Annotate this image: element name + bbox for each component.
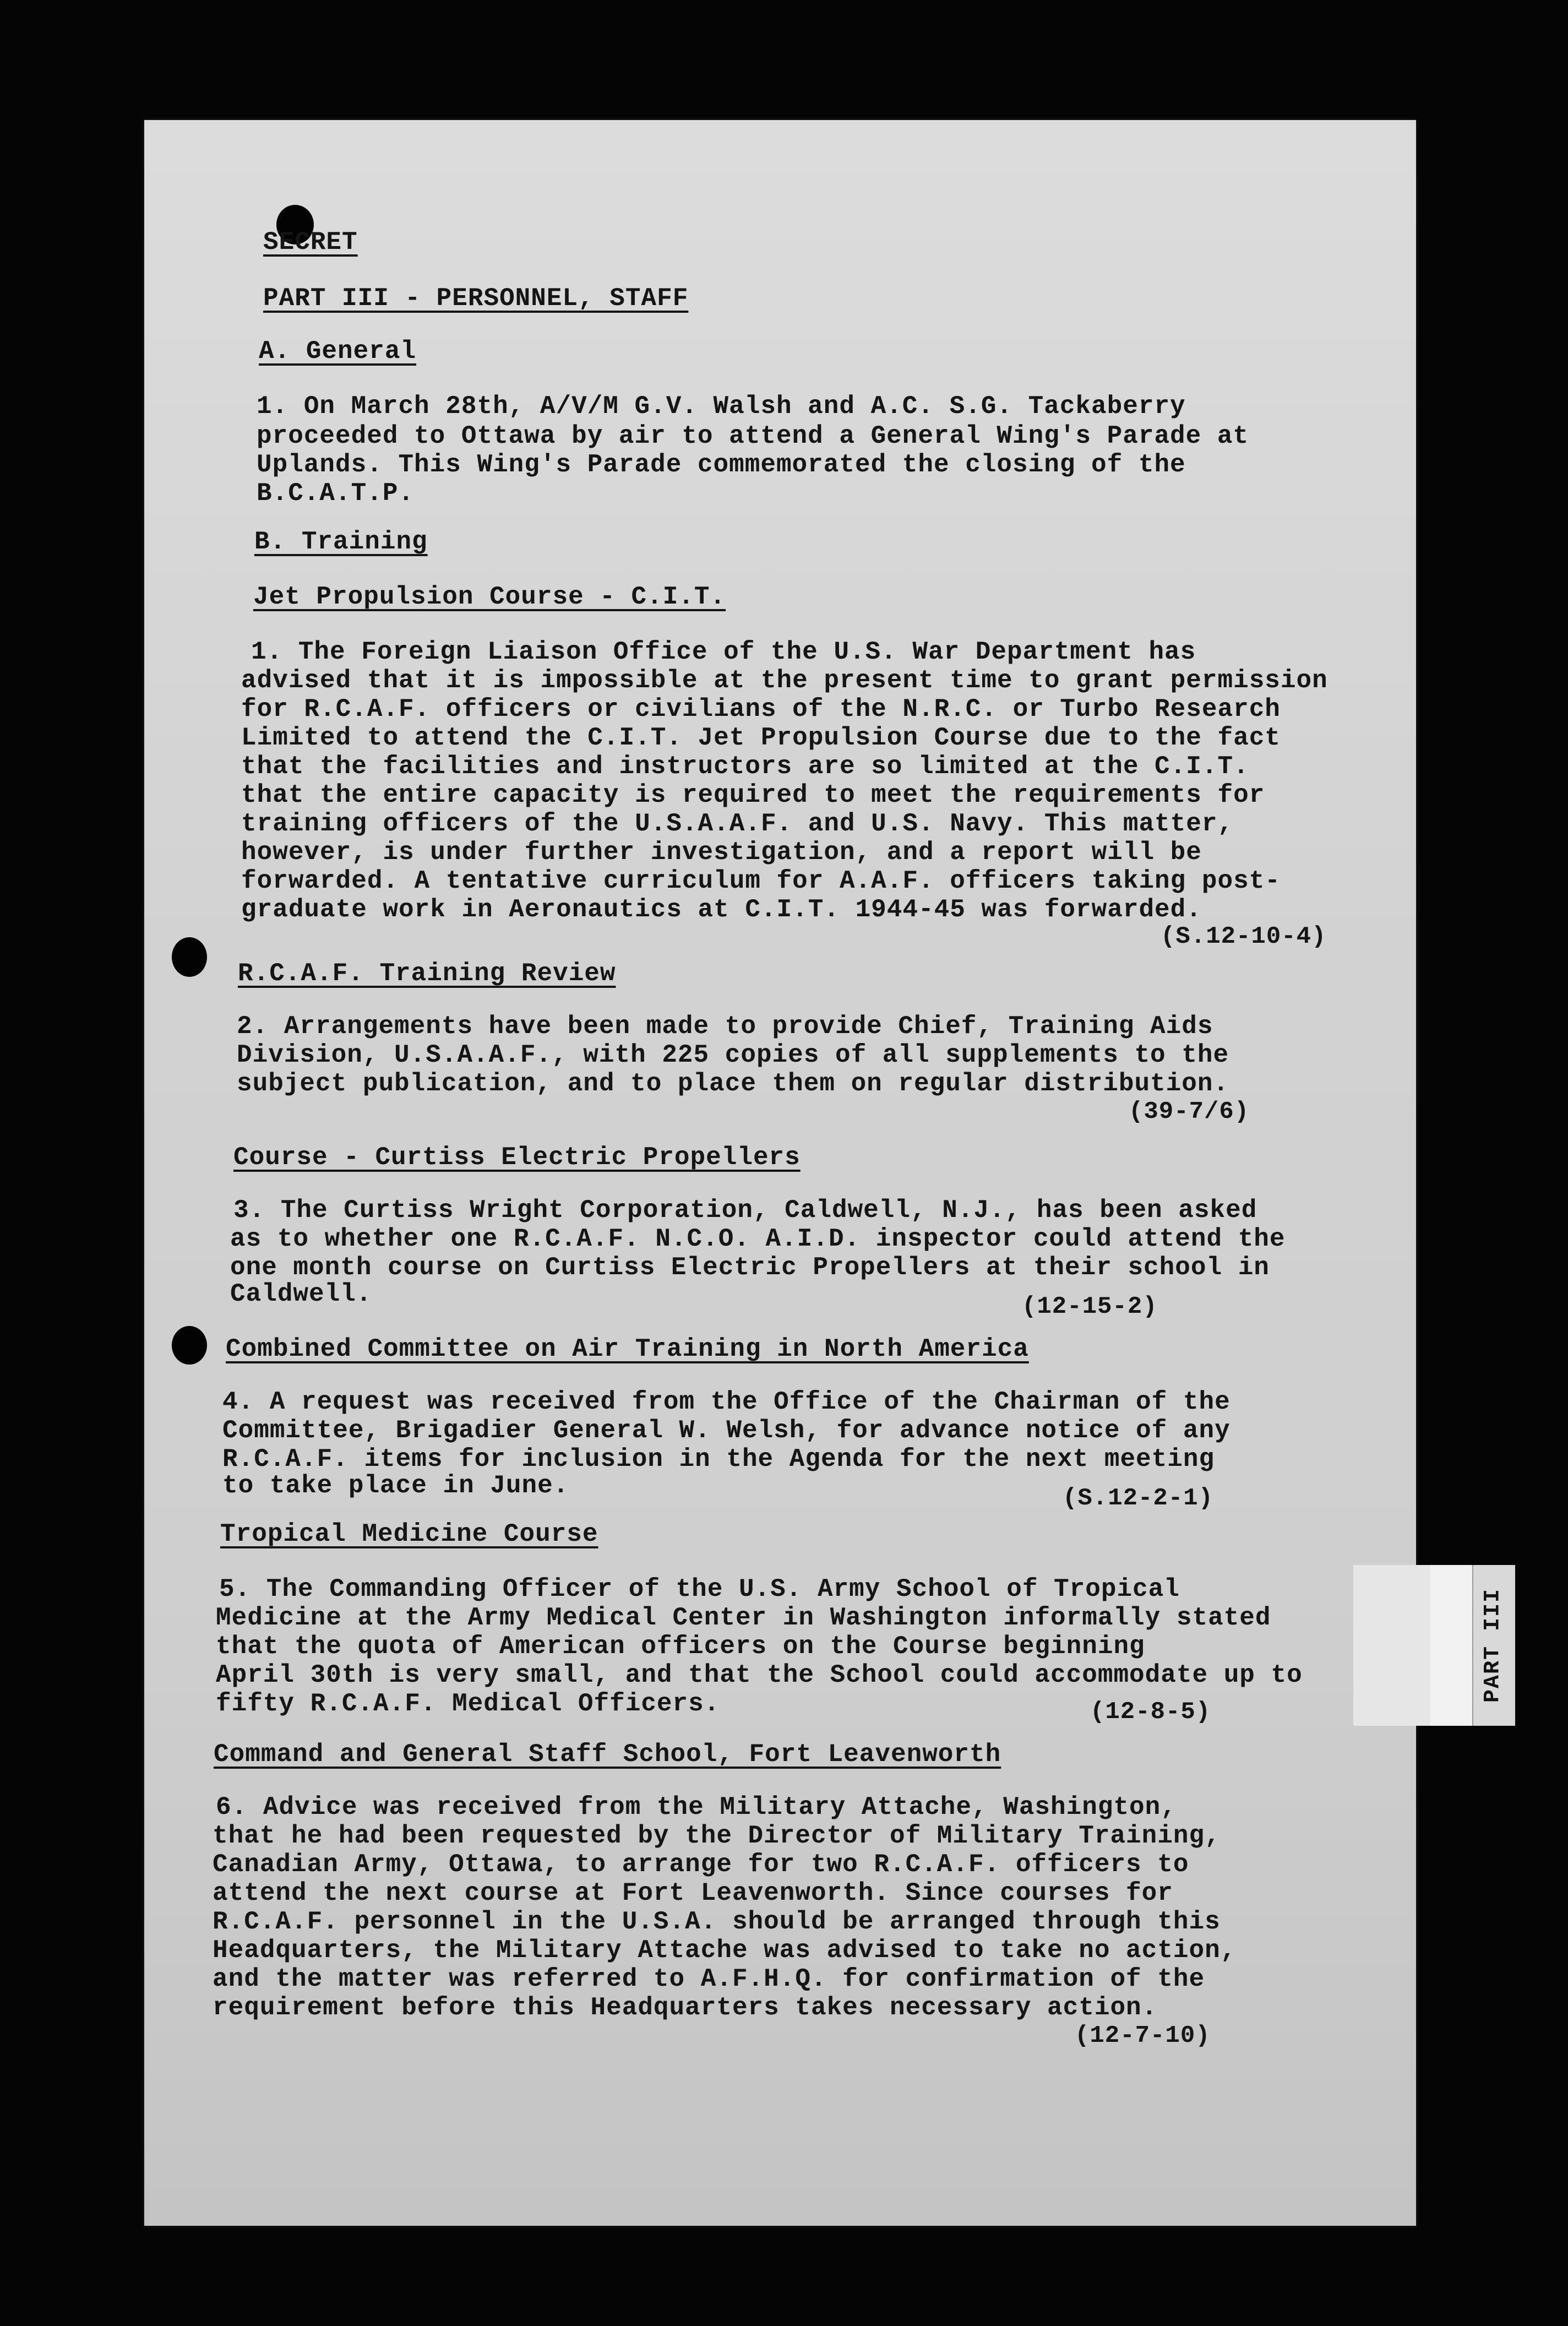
paragraph-line: training officers of the U.S.A.A.F. and U.S. Navy. This matter, xyxy=(241,809,1234,838)
section-heading-training: B. Training xyxy=(254,528,428,556)
paragraph-line: fifty R.C.A.F. Medical Officers. xyxy=(216,1689,720,1718)
paragraph-line: attend the next course at Fort Leavenworth. Since courses for xyxy=(213,1879,1173,1907)
paragraph-line: Division, U.S.A.A.F., with 225 copies of all supplements to the xyxy=(237,1041,1229,1069)
classification-marking: SECRET xyxy=(263,228,358,257)
paragraph-line: R.C.A.F. personnel in the U.S.A. should be arranged through this xyxy=(213,1907,1221,1936)
paragraph-line: advised that it is impossible at the present time to grant permission xyxy=(241,666,1328,695)
paragraph-line: 1. The Foreign Liaison Office of the U.S. War Department has xyxy=(251,638,1196,666)
file-reference: (12-7-10) xyxy=(1075,2022,1211,2050)
paragraph-line: Committee, Brigadier General W. Welsh, for advance notice of any xyxy=(222,1416,1231,1445)
paragraph-line: Headquarters, the Military Attache was advised to take no action, xyxy=(213,1936,1237,1965)
paragraph-line: 5. The Commanding Officer of the U.S. Army School of Tropical xyxy=(219,1575,1180,1604)
paragraph-line: Canadian Army, Ottawa, to arrange for two R.C.A.F. officers to xyxy=(213,1850,1189,1879)
file-reference: (12-15-2) xyxy=(1022,1293,1158,1320)
subsection-heading-committee: Combined Committee on Air Training in North America xyxy=(226,1335,1029,1363)
paragraph-line: that the facilities and instructors are so limited at the C.I.T. xyxy=(241,752,1249,781)
paragraph-line: 2. Arrangements have been made to provide Chief, Training Aids xyxy=(237,1012,1213,1041)
file-reference: (39-7/6) xyxy=(1129,1098,1250,1126)
subsection-heading-propellers: Course - Curtiss Electric Propellers xyxy=(233,1143,801,1172)
paragraph-line: subject publication, and to place them on regular distribution. xyxy=(237,1069,1229,1098)
part-title: PART III - PERSONNEL, STAFF xyxy=(263,284,689,313)
paragraph-line: one month course on Curtiss Electric Propellers at their school in xyxy=(230,1253,1270,1282)
file-reference: (S.12-2-1) xyxy=(1063,1485,1214,1512)
paragraph-line: B.C.A.T.P. xyxy=(257,479,415,508)
file-reference: (S.12-10-4) xyxy=(1161,923,1327,950)
paragraph-line: Uplands. This Wing's Parade commemorated the closing of the xyxy=(257,450,1186,479)
paragraph-line: proceeded to Ottawa by air to attend a General Wing's Parade at xyxy=(257,422,1249,450)
paragraph-line: 4. A request was received from the Office of the Chairman of the xyxy=(222,1388,1231,1416)
paragraph-line: graduate work in Aeronautics at C.I.T. 1944-45 was forwarded. xyxy=(241,895,1202,924)
file-reference: (12-8-5) xyxy=(1090,1698,1211,1726)
side-tab-stripe xyxy=(1430,1565,1473,1726)
paragraph-line: that he had been requested by the Director of Military Training, xyxy=(213,1822,1221,1850)
section-heading-general: A. General xyxy=(259,337,417,366)
paragraph-line: R.C.A.F. items for inclusion in the Agenda for the next meeting xyxy=(222,1445,1215,1474)
subsection-heading-tropical: Tropical Medicine Course xyxy=(220,1520,598,1548)
paragraph-line: 1. On March 28th, A/V/M G.V. Walsh and A.C. S.G. Tackaberry xyxy=(257,392,1186,421)
paragraph-line: to take place in June. xyxy=(222,1471,569,1500)
punch-hole-lower xyxy=(172,1326,207,1365)
paragraph-line: 3. The Curtiss Wright Corporation, Caldwell, N.J., has been asked xyxy=(233,1196,1257,1225)
paragraph-line: Caldwell. xyxy=(230,1280,372,1308)
paragraph-line: that the entire capacity is required to meet the requirements for xyxy=(241,781,1265,809)
paragraph-line: April 30th is very small, and that the School could accommodate up to xyxy=(216,1661,1303,1689)
side-tab-label: PART III xyxy=(1480,1588,1506,1703)
paragraph-line: 6. Advice was received from the Military Attache, Washington, xyxy=(216,1793,1177,1822)
paragraph-line: Limited to attend the C.I.T. Jet Propulsion Course due to the fact xyxy=(241,724,1281,752)
paragraph-line: however, is under further investigation, and a report will be xyxy=(241,838,1202,867)
punch-hole-middle xyxy=(172,937,207,977)
subsection-heading-jet: Jet Propulsion Course - C.I.T. xyxy=(253,583,726,611)
paragraph-line: as to whether one R.C.A.F. N.C.O. A.I.D. inspector could attend the xyxy=(230,1225,1286,1253)
paragraph-line: requirement before this Headquarters takes necessary action. xyxy=(213,1993,1158,2022)
side-tab-backing xyxy=(1353,1565,1430,1726)
subsection-heading-review: R.C.A.F. Training Review xyxy=(238,959,616,988)
paragraph-line: and the matter was referred to A.F.H.Q. for confirmation of the xyxy=(213,1965,1205,1993)
paragraph-line: forwarded. A tentative curriculum for A.A.F. officers taking post- xyxy=(241,867,1281,895)
paragraph-line: that the quota of American officers on the Course beginning xyxy=(216,1632,1145,1661)
subsection-heading-leavenworth: Command and General Staff School, Fort Leavenworth xyxy=(214,1740,1001,1769)
paragraph-line: Medicine at the Army Medical Center in Washington informally stated xyxy=(216,1604,1271,1632)
paragraph-line: for R.C.A.F. officers or civilians of the N.R.C. or Turbo Research xyxy=(241,695,1281,724)
